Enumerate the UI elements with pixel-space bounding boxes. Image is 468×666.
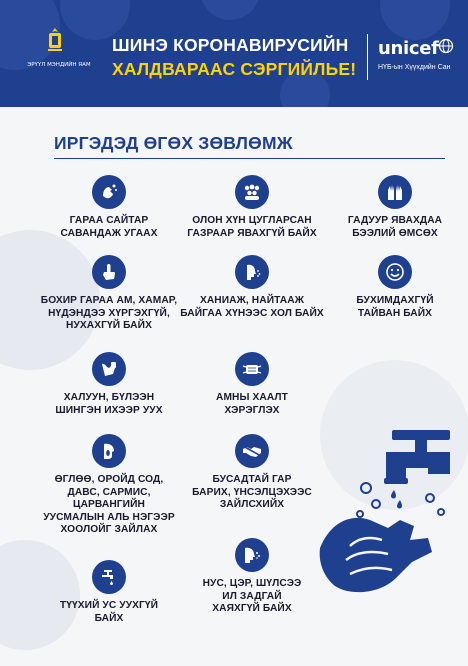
section-title: ИРГЭДЭД ӨГӨХ ЗӨВЛӨМЖ: [54, 133, 293, 153]
unicef-logo: unicef: [378, 38, 439, 59]
title-line-1: ШИНЭ КОРОНАВИРУСИЙН: [112, 35, 349, 55]
tap-and-hands-illustration: [310, 428, 460, 598]
gloves-icon: [378, 175, 412, 209]
tip-item: [177, 434, 327, 512]
virus-decoration: [380, 0, 450, 40]
tip-label: ТҮҮХИЙ УС УУХГҮЙ БАЙХ: [59, 600, 159, 624]
tip-label: БОХИР ГАРАА АМ, ХАМАР, НҮДЭНДЭЭ ХҮРГЭХГҮЙ, НУХАХГҮЙ БАЙХ: [40, 295, 178, 331]
unicef-tagline: НҮБ-ын Хүүхдийн Сан: [378, 64, 451, 71]
tip-item: [320, 255, 468, 320]
ministry-name: ЭРҮҮЛ МЭНДИЙН ЯАМ: [27, 62, 91, 68]
tip-item: [177, 175, 327, 240]
mask-icon: [235, 352, 269, 386]
tip-item: [34, 255, 184, 333]
tip-label: БУХИМДАХГҮЙ ТАЙВАН БАЙХ: [356, 295, 434, 319]
tip-label: ХАЛУУН, БҮЛЭЭН ШИНГЭН ИХЭЭР УУХ: [55, 392, 163, 416]
ministry-logo: [12, 22, 98, 88]
tip-item: [177, 352, 327, 417]
tip-label: ХАНИАЖ, НАЙТААЖ БАЙГАА ХҮНЭЭС ХОЛ БАЙХ: [180, 295, 324, 319]
tip-label: БУСАДТАЙ ГАР БАРИХ, ҮНСЭЛЦЭХЭЭС ЗАЙЛСХИЙХ: [192, 474, 312, 510]
tip-item: [177, 538, 327, 616]
unicef-globe-icon: [438, 38, 454, 54]
hot-drink-icon: [92, 352, 126, 386]
tip-item: [320, 175, 468, 240]
tip-label: ОЛОН ХҮН ЦУГЛАРСАН ГАЗРААР ЯВАХГҮЙ БАЙХ: [187, 215, 317, 239]
tip-label: ГАДУУР ЯВАХДАА БЭЭЛИЙ ӨМСӨХ: [347, 215, 443, 239]
section-underline: [54, 158, 445, 159]
emblem-icon: [45, 28, 65, 52]
tip-item: [34, 175, 184, 240]
title-line-2: ХАЛДВАРААС СЭРГИЙЛЬЕ!: [112, 59, 357, 79]
tip-item: [177, 255, 327, 320]
virus-decoration: [200, 0, 260, 20]
finger-icon: [92, 255, 126, 289]
throat-icon: [92, 434, 126, 468]
tap-water-icon: [92, 560, 126, 594]
tip-item: [34, 560, 184, 625]
handwash-icon: [92, 175, 126, 209]
cough-distance-icon: [235, 255, 269, 289]
crowd-icon: [235, 175, 269, 209]
tip-label: АМНЫ ХААЛТ ХЭРЭГЛЭХ: [215, 392, 288, 416]
tip-item: [34, 352, 184, 417]
sneeze-icon: [235, 538, 269, 572]
header-banner: [0, 0, 468, 107]
tip-label: НУС, ЦЭР, ШҮЛСЭЭ ИЛ ЗАДГАЙ ХАЯХГҮЙ БАЙХ: [202, 578, 302, 614]
smile-icon: [378, 255, 412, 289]
header-divider: [367, 34, 368, 80]
handshake-icon: [235, 434, 269, 468]
tip-label: ӨГЛӨӨ, ОРОЙД СОД, ДАВС, САРМИС, ЦАРВАНГИЙН УУСМАЛЫН АЛЬ НЭГЭЭР ХООЛОЙГ ЗАЙЛАХ: [43, 474, 175, 535]
poster-title: [112, 35, 368, 81]
tip-label: ГАРАА САЙТАР САВАНДАЖ УГААХ: [60, 215, 158, 239]
tip-item: [34, 434, 184, 537]
